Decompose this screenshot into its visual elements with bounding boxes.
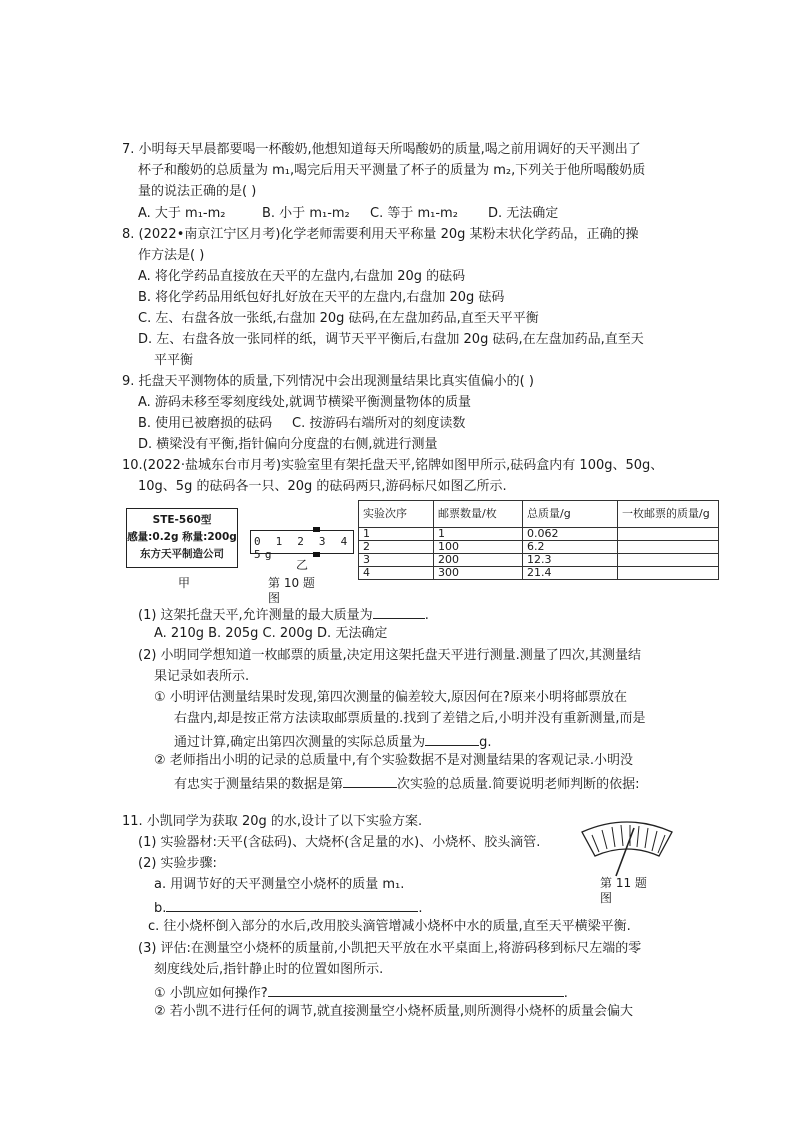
q11-step-b-label: b. [154, 901, 167, 916]
q7-option-c: C. 等于 m₁-m₂ [370, 206, 458, 221]
table-cell: 21.4 [523, 567, 618, 580]
q8-line1: 8. (2022•南京江宁区月考)化学老师需要利用天平称量 20g 某粉末状化学药品，正确的操 [122, 227, 639, 242]
q11-step-b-end: . [418, 901, 423, 916]
table-cell: 6.2 [523, 541, 618, 554]
q10-sub2-line2: 果记录如表所示. [154, 669, 250, 684]
table-row [359, 567, 719, 580]
table-header-cell: 实验次序 [359, 501, 434, 528]
q9-line1: 9. 托盘天平测物体的质量,下列情况中会出现测量结果比真实值偏小的( ) [122, 374, 534, 389]
stamp-mass-table [358, 500, 719, 580]
q11-figure-caption-2: 图 [600, 891, 613, 905]
table-cell: 3 [359, 554, 434, 567]
q8-option-c: C. 左、右盘各放一张纸,右盘加 20g 砝码,在左盘加药品,直至天平平衡 [138, 311, 539, 326]
nameplate-model: STE-560型 [152, 514, 212, 526]
table-cell: 200 [434, 554, 523, 567]
q10-sub1-end: . [424, 608, 429, 623]
q8-option-d: D. 左、右盘各放一张同样的纸，调节天平平衡后,右盘加 20g 砝码,在左盘加药品,直至天 [138, 332, 644, 347]
q10-c2-line1: ② 老师指出小明的记录的总质量中,有个实验数据不是对测量结果的客观记录.小明没 [154, 753, 634, 768]
q11-figure-caption: 第 11 题 [600, 876, 647, 890]
q10-sub2-line1: (2) 小明同学想知道一枚邮票的质量,决定用这架托盘天平进行测量.测量了四次,其测量结 [138, 648, 641, 663]
table-row [359, 541, 719, 554]
table-header-row [359, 501, 719, 528]
q7-option-b: B. 小于 m₁-m₂ [262, 206, 350, 221]
q9-option-c: C. 按游码右端所对的刻度读数 [292, 416, 466, 431]
nameplate-maker: 东方天平制造公司 [140, 548, 224, 560]
q8-option-b: B. 将化学药品用纸包好扎好放在天平的左盘内,右盘加 20g 砝码 [138, 290, 505, 305]
q11-eval-2: ② 若小凯不进行任何的调节,就直接测量空小烧杯质量,则所测得小烧杯的质量会偏大 [154, 1004, 634, 1019]
q8-line2: 作方法是( ) [138, 248, 205, 263]
q11-sub2: (2) 实验步骤: [138, 856, 217, 871]
answer-blank[interactable] [268, 982, 564, 997]
answer-blank[interactable] [166, 897, 418, 912]
q8-option-a: A. 将化学药品直接放在天平的左盘内,右盘加 20g 的砝码 [138, 269, 466, 284]
q11-sub1: (1) 实验器材:天平(含砝码)、大烧杯(含足量的水)、小烧杯、胶头滴管. [138, 835, 541, 850]
q10-figure-caption-2: 图 [268, 591, 281, 605]
q11-sub3-line2: 刻度线处后,指针静止时的位置如图所示. [154, 962, 384, 977]
rider-marker [313, 527, 320, 557]
q10-figure-caption: 第 10 题 [268, 576, 315, 590]
q10-sub1-text: (1) 这架托盘天平,允许测量的最大质量为 [138, 608, 373, 623]
q9-option-b: B. 使用已被磨损的砝码 [138, 416, 273, 431]
q7-line2: 杯子和酸奶的总质量为 m₁,喝完后用天平测量了杯子的质量为 m₂,下列关于他所喝酸奶质 [138, 163, 646, 178]
q10-c1-line1: ① 小明评估测量结果时发现,第四次测量的偏差较大,原因何在?原来小明将邮票放在 [154, 690, 627, 705]
table-cell [618, 528, 719, 541]
q11-step-b [154, 897, 423, 918]
rider-scale-numbers: 0 1 2 3 4 5g [254, 535, 352, 561]
table-row [359, 554, 719, 567]
q7-option-a: A. 大于 m₁-m₂ [138, 206, 226, 221]
table-header-cell: 总质量/g [523, 501, 618, 528]
answer-blank[interactable] [373, 604, 425, 619]
q10-line2: 10g、5g 的砝码各一只、20g 的砝码两只,游码标尺如图乙所示. [138, 479, 507, 494]
q11-line1: 11. 小凯同学为获取 20g 的水,设计了以下实验方案. [122, 814, 423, 829]
q8-option-d-cont: 平平衡 [154, 353, 194, 368]
table-cell: 100 [434, 541, 523, 554]
balance-dial-figure [572, 818, 682, 878]
q10-c2-line2-text1: 有忠实于测量结果的数据是第 [174, 777, 344, 792]
table-header-cell: 邮票数量/枚 [434, 501, 523, 528]
q10-c2-line2-text2: 次实验的总质量.简要说明老师判断的依据: [397, 777, 640, 792]
q11-step-a: a. 用调节好的天平测量空小烧杯的质量 m₁. [154, 877, 405, 892]
nameplate-spec: 感量:0.2g 称量:200g [127, 531, 237, 543]
q11-eval-1-end: . [563, 986, 568, 1001]
q10-c1-line3 [174, 731, 492, 752]
table-row [359, 528, 719, 541]
q11-eval-1-text: ① 小凯应如何操作? [154, 986, 268, 1001]
q10-c1-line2: 右盘内,却是按正常方法读取邮票质量的.找到了差错之后,小明并没有重新测量,而是 [174, 711, 646, 726]
q7-line3: 量的说法正确的是( ) [138, 184, 257, 199]
q11-sub3-line1: (3) 评估:在测量空小烧杯的质量前,小凯把天平放在水平桌面上,将游码移到标尺左端的零 [138, 941, 642, 956]
q11-step-c: c. 往小烧杯倒入部分的水后,改用胶头滴管增减小烧杯中水的质量,直至天平横梁平衡. [148, 919, 631, 934]
table-cell: 1 [434, 528, 523, 541]
table-cell: 4 [359, 567, 434, 580]
q10-sub1 [138, 604, 429, 625]
q10-sub1-options: A. 210g B. 205g C. 200g D. 无法确定 [154, 626, 388, 641]
table-cell: 0.062 [523, 528, 618, 541]
q10-line1: 10.(2022·盐城东台市月考)实验室里有架托盘天平,铭牌如图甲所示,砝码盒内有 100g、50g、 [122, 458, 664, 473]
q10-c2-line2 [174, 773, 640, 794]
figure-yi-label: 乙 [296, 558, 309, 572]
table-cell [618, 541, 719, 554]
q10-c1-line3-end: g. [479, 735, 492, 750]
figure-jia-label: 甲 [178, 576, 191, 590]
answer-blank[interactable] [425, 731, 479, 746]
answer-blank[interactable] [343, 773, 397, 788]
q10-c1-line3-text: 通过计算,确定出第四次测量的实际总质量为 [174, 735, 426, 750]
table-cell: 1 [359, 528, 434, 541]
dial-pointer [616, 828, 634, 876]
table-cell: 12.3 [523, 554, 618, 567]
q7-line1: 7. 小明每天早晨都要喝一杯酸奶,他想知道每天所喝酸奶的质量,喝之前用调好的天平测出了 [122, 142, 641, 157]
q11-eval-1 [154, 982, 568, 1003]
rider-scale [250, 530, 354, 561]
table-cell: 2 [359, 541, 434, 554]
q7-option-d: D. 无法确定 [488, 206, 559, 221]
table-header-cell: 一枚邮票的质量/g [618, 501, 719, 528]
table-cell [618, 554, 719, 567]
q9-option-d: D. 横梁没有平衡,指针偏向分度盘的右侧,就进行测量 [138, 437, 438, 452]
balance-nameplate [126, 508, 238, 568]
table-cell: 300 [434, 567, 523, 580]
table-cell [618, 567, 719, 580]
q9-option-a: A. 游码未移至零刻度线处,就调节横梁平衡测量物体的质量 [138, 395, 472, 410]
